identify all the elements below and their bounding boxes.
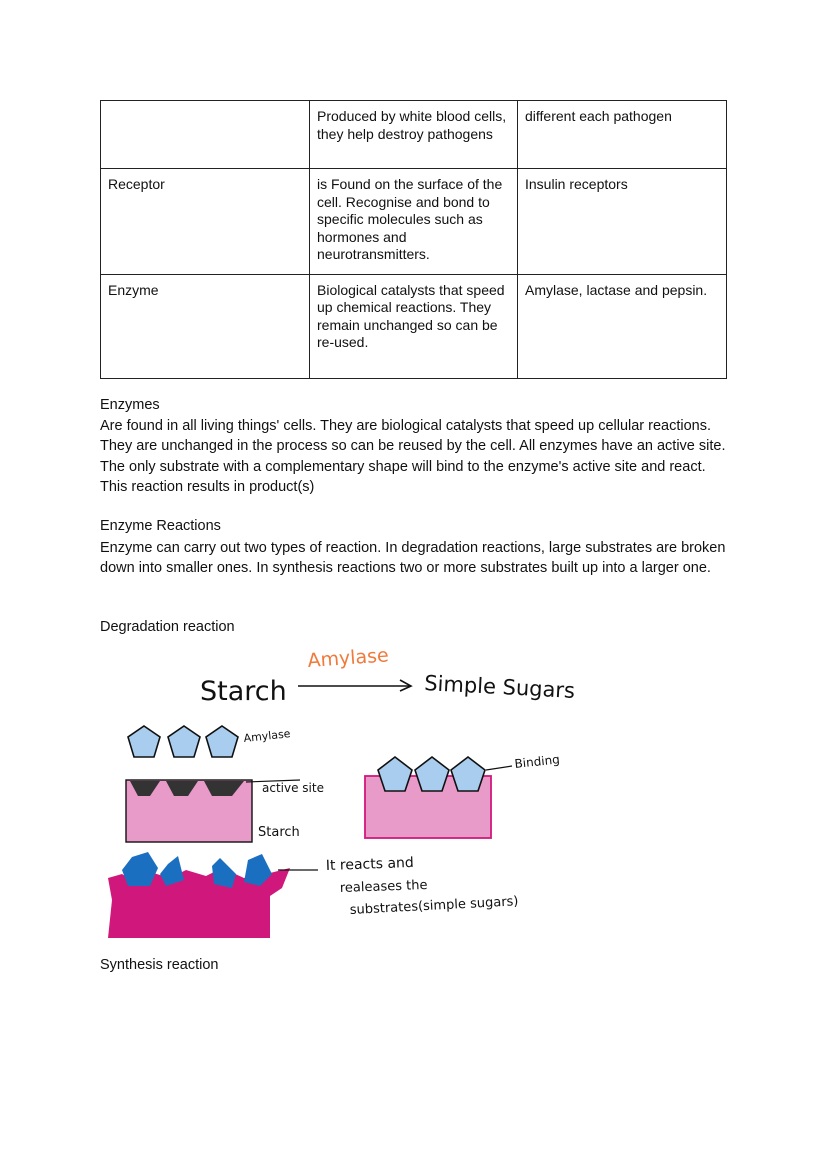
binding-pointer: [486, 766, 512, 770]
molecule-table: [100, 100, 727, 379]
amylase-small-label: Amylase: [242, 727, 292, 745]
binding-label: Binding: [513, 752, 561, 771]
substrate-shape-icon: [128, 726, 160, 757]
table-cell: Amylase, lactase and pepsin.: [518, 274, 727, 378]
active-site-pattern: [130, 781, 244, 796]
table-row: [101, 274, 727, 378]
table-cell: is Found on the surface of the cell. Recognise and bond to specific molecules such as hormones and neurotransmitters.: [310, 169, 518, 275]
table-cell: [101, 101, 310, 169]
note-line-2: realeases the: [339, 877, 428, 896]
degradation-heading: Degradation reaction: [100, 619, 235, 635]
product-shape-icon: [212, 858, 236, 888]
starch-label: Starch: [258, 825, 300, 840]
product-label: Simple Sugars: [423, 671, 576, 703]
enzyme-reactions-heading: Enzyme Reactions: [100, 518, 221, 534]
enzyme-label: Amylase: [306, 644, 390, 672]
active-site-label: active site: [262, 781, 324, 795]
synthesis-heading: Synthesis reaction: [100, 957, 219, 973]
substrate-shape-icon: [415, 757, 449, 791]
note-line-1: It reacts and: [325, 854, 415, 874]
enzymes-paragraph: Are found in all living things' cells. They are biological catalysts that speed up cellular reactions. They are unchanged in the process so can be reused by the cell. All enzymes have an active site. The only substrate with a complementary shape will bind to the enzyme's active site and react. This reaction results in product(s): [100, 418, 726, 496]
substrate-shape-icon: [378, 757, 412, 791]
note-line-3: substrates(simple sugars): [349, 894, 519, 918]
reactant-label: Starch: [200, 676, 287, 707]
table-cell: Enzyme: [101, 274, 310, 378]
substrate-shape-icon: [168, 726, 200, 757]
table-cell: Receptor: [101, 169, 310, 275]
enzymes-heading: Enzymes: [100, 397, 160, 413]
table-cell: Produced by white blood cells, they help destroy pathogens: [310, 101, 518, 169]
table-cell: Biological catalysts that speed up chemical reactions. They remain unchanged so can be re-used.: [310, 274, 518, 378]
enzyme-reactions-paragraph: Enzyme can carry out two types of reaction. In degradation reactions, large substrates are broken down into smaller ones. In synthesis reactions two or more substrates built up into a larger one.: [100, 540, 726, 577]
degradation-diagram: [0, 630, 828, 950]
table-row: [101, 101, 727, 169]
table-cell: Insulin receptors: [518, 169, 727, 275]
table-cell: different each pathogen: [518, 101, 727, 169]
substrate-shape-icon: [451, 757, 485, 791]
table-row: [101, 169, 727, 275]
substrate-shape-icon: [206, 726, 238, 757]
